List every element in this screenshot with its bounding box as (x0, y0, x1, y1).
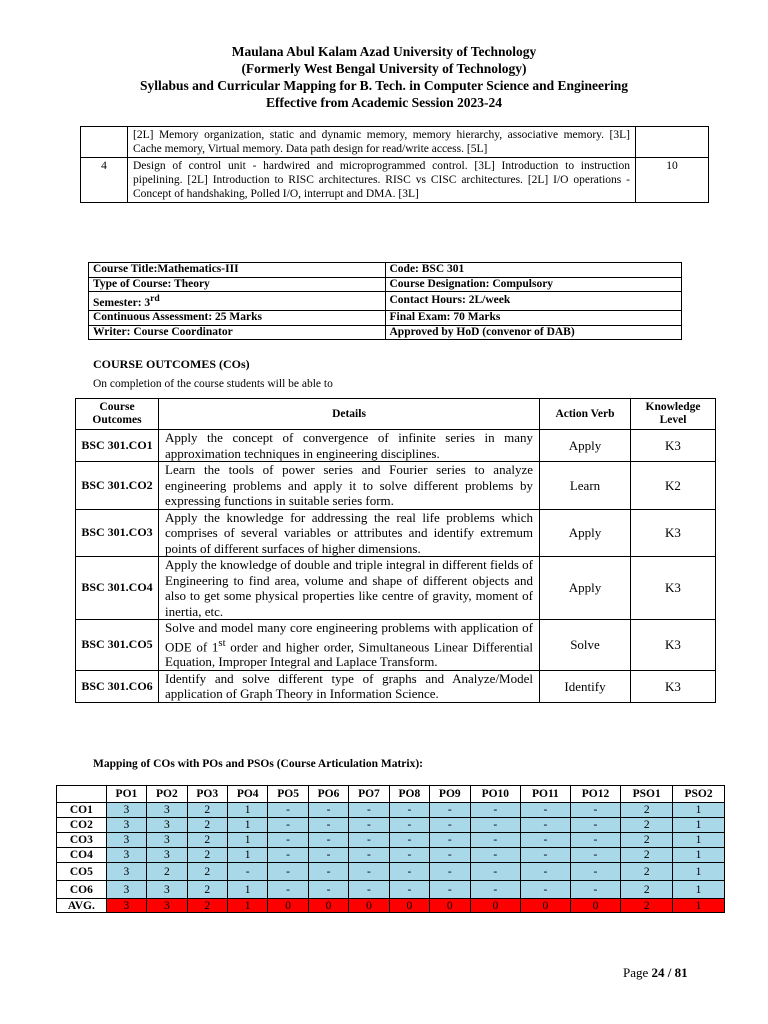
col-course-outcomes: Course Outcomes (76, 399, 159, 430)
matrix-cell: - (430, 803, 470, 818)
matrix-cell: - (430, 833, 470, 848)
co-code: BSC 301.CO2 (76, 462, 159, 510)
matrix-cell: - (389, 863, 429, 881)
matrix-cell: - (521, 863, 571, 881)
matrix-cell: - (349, 818, 389, 833)
matrix-cell: 0 (268, 899, 308, 913)
matrix-cell: 0 (389, 899, 429, 913)
matrix-cell: 3 (106, 848, 146, 863)
matrix-cell: - (268, 818, 308, 833)
matrix-cell: 3 (147, 899, 187, 913)
co-level: K3 (631, 430, 716, 462)
table-header-row (57, 786, 725, 803)
table-row (89, 292, 682, 311)
matrix-cell: - (349, 803, 389, 818)
page-separator: / (664, 965, 675, 980)
matrix-column-header: PO8 (389, 786, 429, 803)
matrix-row-label: CO1 (57, 803, 107, 818)
matrix-cell: - (389, 818, 429, 833)
co-details-part: order and higher order, Simultaneous Linear Differential Equation, Improper Integral and Laplace Transform. (165, 638, 533, 670)
matrix-cell: - (389, 833, 429, 848)
matrix-cell: - (268, 881, 308, 899)
matrix-cell: - (349, 833, 389, 848)
table-row (89, 325, 682, 340)
matrix-cell: - (308, 818, 348, 833)
semester (89, 292, 386, 311)
matrix-cell: 2 (621, 848, 673, 863)
table-row (57, 833, 725, 848)
matrix-cell: - (268, 848, 308, 863)
co-verb: Apply (540, 509, 631, 557)
course-outcomes-intro: On completion of the course students will be able to (93, 378, 333, 390)
matrix-cell: - (521, 833, 571, 848)
matrix-cell: - (308, 833, 348, 848)
course-outcomes-table (75, 398, 716, 703)
module-content: [2L] Memory organization, static and dynamic memory, memory hierarchy, associative memory. [3L] Cache memory, Virtual memory. Data path design for read/write access. [5L] (128, 127, 636, 158)
co-details (159, 620, 540, 671)
matrix-cell: - (570, 818, 621, 833)
matrix-cell: - (308, 863, 348, 881)
course-outcomes-heading: COURSE OUTCOMES (COs) (93, 357, 250, 371)
co-code: BSC 301.CO6 (76, 670, 159, 702)
co-code: BSC 301.CO4 (76, 557, 159, 620)
module-content: Design of control unit - hardwired and microprogrammed control. [3L] Introduction to instruction pipelining. [2L] Introduction to RISC architectures. RISC vs CISC architectures. [2L] I/O operations - Concept of handshaking, Polled I/O, interrupt and DMA. [3L] (128, 158, 636, 203)
module-number: 4 (81, 158, 128, 203)
previous-course-syllabus-table (80, 126, 709, 203)
co-details-part: Solve and model many core engineering problems with application of ODE of 1 (165, 620, 533, 654)
co-verb: Apply (540, 557, 631, 620)
matrix-column-header: PO12 (570, 786, 621, 803)
matrix-cell: - (349, 881, 389, 899)
semester-suffix: rd (150, 293, 160, 304)
mapping-heading: Mapping of COs with POs and PSOs (Course Articulation Matrix): (93, 758, 423, 770)
matrix-cell: 3 (147, 848, 187, 863)
table-row (57, 818, 725, 833)
matrix-cell: - (521, 803, 571, 818)
matrix-cell: 2 (187, 899, 227, 913)
matrix-cell: 3 (106, 803, 146, 818)
matrix-column-header: PO3 (187, 786, 227, 803)
matrix-cell: 1 (227, 881, 267, 899)
matrix-column-header: PO9 (430, 786, 470, 803)
table-header-row (76, 399, 716, 430)
matrix-cell: - (349, 848, 389, 863)
semester-label: Semester: 3 (93, 296, 151, 309)
session-line: Effective from Academic Session 2023-24 (266, 95, 502, 110)
matrix-cell: - (268, 803, 308, 818)
co-code: BSC 301.CO3 (76, 509, 159, 557)
matrix-cell: 1 (227, 833, 267, 848)
table-row (57, 881, 725, 899)
matrix-column-header: PO4 (227, 786, 267, 803)
co-level: K3 (631, 557, 716, 620)
university-name: Maulana Abul Kalam Azad University of Technology (231, 44, 537, 59)
co-verb: Identify (540, 670, 631, 702)
matrix-cell: 0 (470, 899, 521, 913)
matrix-column-header: PO1 (106, 786, 146, 803)
matrix-cell: 1 (673, 818, 725, 833)
matrix-cell: 0 (349, 899, 389, 913)
matrix-cell: - (349, 863, 389, 881)
co-details: Apply the knowledge of double and triple integral in different fields of Engineering to find area, volume and shape of different objects and also to get some physical properties like centre of gravity, moment of inertia, etc. (159, 557, 540, 620)
continuous-assessment: Continuous Assessment: 25 Marks (89, 311, 386, 326)
matrix-cell: - (521, 881, 571, 899)
matrix-cell: 2 (187, 818, 227, 833)
matrix-cell: 1 (673, 863, 725, 881)
matrix-cell: - (470, 818, 521, 833)
matrix-cell: 1 (227, 803, 267, 818)
matrix-cell: 2 (621, 881, 673, 899)
matrix-cell: 1 (227, 899, 267, 913)
course-designation: Course Designation: Compulsory (385, 277, 682, 292)
writer: Writer: Course Coordinator (89, 325, 386, 340)
matrix-cell: 2 (187, 833, 227, 848)
course-type: Type of Course: Theory (89, 277, 386, 292)
matrix-cell: - (470, 803, 521, 818)
module-number (81, 127, 128, 158)
matrix-column-header: PO10 (470, 786, 521, 803)
contact-hours: Contact Hours: 2L/week (385, 292, 682, 311)
matrix-cell: - (308, 848, 348, 863)
page-prefix: Page (623, 965, 652, 980)
matrix-corner (57, 786, 107, 803)
matrix-cell: 1 (227, 848, 267, 863)
matrix-cell: 1 (673, 899, 725, 913)
matrix-cell: 3 (106, 899, 146, 913)
matrix-cell: 0 (521, 899, 571, 913)
matrix-cell: - (389, 848, 429, 863)
matrix-cell: 0 (308, 899, 348, 913)
matrix-cell: - (470, 848, 521, 863)
col-details: Details (159, 399, 540, 430)
matrix-cell: - (430, 818, 470, 833)
co-verb: Learn (540, 462, 631, 510)
matrix-cell: 0 (430, 899, 470, 913)
table-row (76, 670, 716, 702)
co-level: K3 (631, 670, 716, 702)
matrix-cell: 1 (673, 848, 725, 863)
page-total: 81 (674, 965, 688, 980)
table-row (76, 509, 716, 557)
matrix-cell: 3 (147, 803, 187, 818)
table-row (76, 620, 716, 671)
matrix-cell: 2 (621, 833, 673, 848)
matrix-row-label: CO6 (57, 881, 107, 899)
table-row (81, 127, 709, 158)
matrix-cell: - (521, 818, 571, 833)
table-row (57, 899, 725, 913)
table-row (89, 263, 682, 278)
matrix-cell: - (430, 881, 470, 899)
matrix-row-label: CO3 (57, 833, 107, 848)
ordinal-suffix: st (218, 636, 226, 649)
table-row (81, 158, 709, 203)
co-verb: Apply (540, 430, 631, 462)
matrix-cell: 3 (106, 881, 146, 899)
matrix-column-header: PO5 (268, 786, 308, 803)
matrix-row-label: CO5 (57, 863, 107, 881)
table-row (57, 848, 725, 863)
approved-by: Approved by HoD (convenor of DAB) (385, 325, 682, 340)
page-number (623, 965, 688, 981)
matrix-cell: - (570, 803, 621, 818)
matrix-cell: - (570, 863, 621, 881)
table-row (89, 277, 682, 292)
matrix-cell: - (470, 881, 521, 899)
matrix-cell: 3 (147, 833, 187, 848)
matrix-column-header: PO7 (349, 786, 389, 803)
matrix-cell: 3 (106, 863, 146, 881)
final-exam: Final Exam: 70 Marks (385, 311, 682, 326)
matrix-cell: 2 (621, 863, 673, 881)
matrix-row-label: CO4 (57, 848, 107, 863)
matrix-cell: 0 (570, 899, 621, 913)
matrix-cell: - (308, 881, 348, 899)
matrix-cell: 3 (147, 818, 187, 833)
matrix-cell: - (570, 881, 621, 899)
matrix-cell: 1 (673, 833, 725, 848)
matrix-column-header: PSO1 (621, 786, 673, 803)
matrix-cell: - (268, 863, 308, 881)
matrix-cell: 2 (621, 803, 673, 818)
matrix-cell: - (389, 803, 429, 818)
course-title: Course Title:Mathematics-III (89, 263, 386, 278)
co-level: K3 (631, 509, 716, 557)
co-verb: Solve (540, 620, 631, 671)
matrix-cell: 2 (187, 881, 227, 899)
matrix-cell: 2 (187, 803, 227, 818)
matrix-cell: 2 (147, 863, 187, 881)
matrix-cell: 3 (106, 818, 146, 833)
articulation-matrix (56, 785, 725, 913)
matrix-cell: - (521, 848, 571, 863)
matrix-cell: - (308, 803, 348, 818)
matrix-cell: 2 (187, 863, 227, 881)
matrix-cell: - (389, 881, 429, 899)
co-code: BSC 301.CO5 (76, 620, 159, 671)
course-info-table (88, 262, 682, 340)
matrix-cell: 2 (621, 899, 673, 913)
module-hours (636, 127, 709, 158)
table-row (76, 462, 716, 510)
matrix-cell: - (227, 863, 267, 881)
table-row (57, 863, 725, 881)
syllabus-title: Syllabus and Curricular Mapping for B. Tech. in Computer Science and Engineering (140, 78, 628, 93)
matrix-cell: 3 (147, 881, 187, 899)
document-header (0, 43, 768, 111)
matrix-cell: - (430, 848, 470, 863)
matrix-cell: - (570, 848, 621, 863)
module-hours: 10 (636, 158, 709, 203)
matrix-column-header: PO2 (147, 786, 187, 803)
matrix-cell: - (570, 833, 621, 848)
matrix-cell: 1 (227, 818, 267, 833)
table-row (76, 557, 716, 620)
matrix-column-header: PSO2 (673, 786, 725, 803)
table-row (76, 430, 716, 462)
table-row (57, 803, 725, 818)
matrix-column-header: PO6 (308, 786, 348, 803)
matrix-cell: 1 (673, 803, 725, 818)
page-current: 24 (651, 965, 665, 980)
matrix-cell: - (470, 833, 521, 848)
co-details: Apply the concept of convergence of infinite series in many approximation techniques in engineering disciplines. (159, 430, 540, 462)
co-details: Learn the tools of power series and Fourier series to analyze engineering problems and apply it to solve different problems by expressing functions in suitable series form. (159, 462, 540, 510)
course-code: Code: BSC 301 (385, 263, 682, 278)
co-details: Apply the knowledge for addressing the real life problems which comprises of several variables or attributes and identify extremum points of different surfaces of higher dimensions. (159, 509, 540, 557)
co-level: K3 (631, 620, 716, 671)
matrix-cell: 1 (673, 881, 725, 899)
former-name: (Formerly West Bengal University of Technology) (241, 61, 527, 76)
table-row (89, 311, 682, 326)
matrix-cell: 3 (106, 833, 146, 848)
matrix-cell: - (470, 863, 521, 881)
matrix-cell: - (268, 833, 308, 848)
matrix-column-header: PO11 (521, 786, 571, 803)
matrix-cell: 2 (187, 848, 227, 863)
matrix-row-label: CO2 (57, 818, 107, 833)
matrix-row-label: AVG. (57, 899, 107, 913)
co-details: Identify and solve different type of graphs and Analyze/Model application of Graph Theory in Information Science. (159, 670, 540, 702)
co-code: BSC 301.CO1 (76, 430, 159, 462)
matrix-cell: 2 (621, 818, 673, 833)
co-level: K2 (631, 462, 716, 510)
col-knowledge-level: Knowledge Level (631, 399, 716, 430)
matrix-cell: - (430, 863, 470, 881)
col-action-verb: Action Verb (540, 399, 631, 430)
